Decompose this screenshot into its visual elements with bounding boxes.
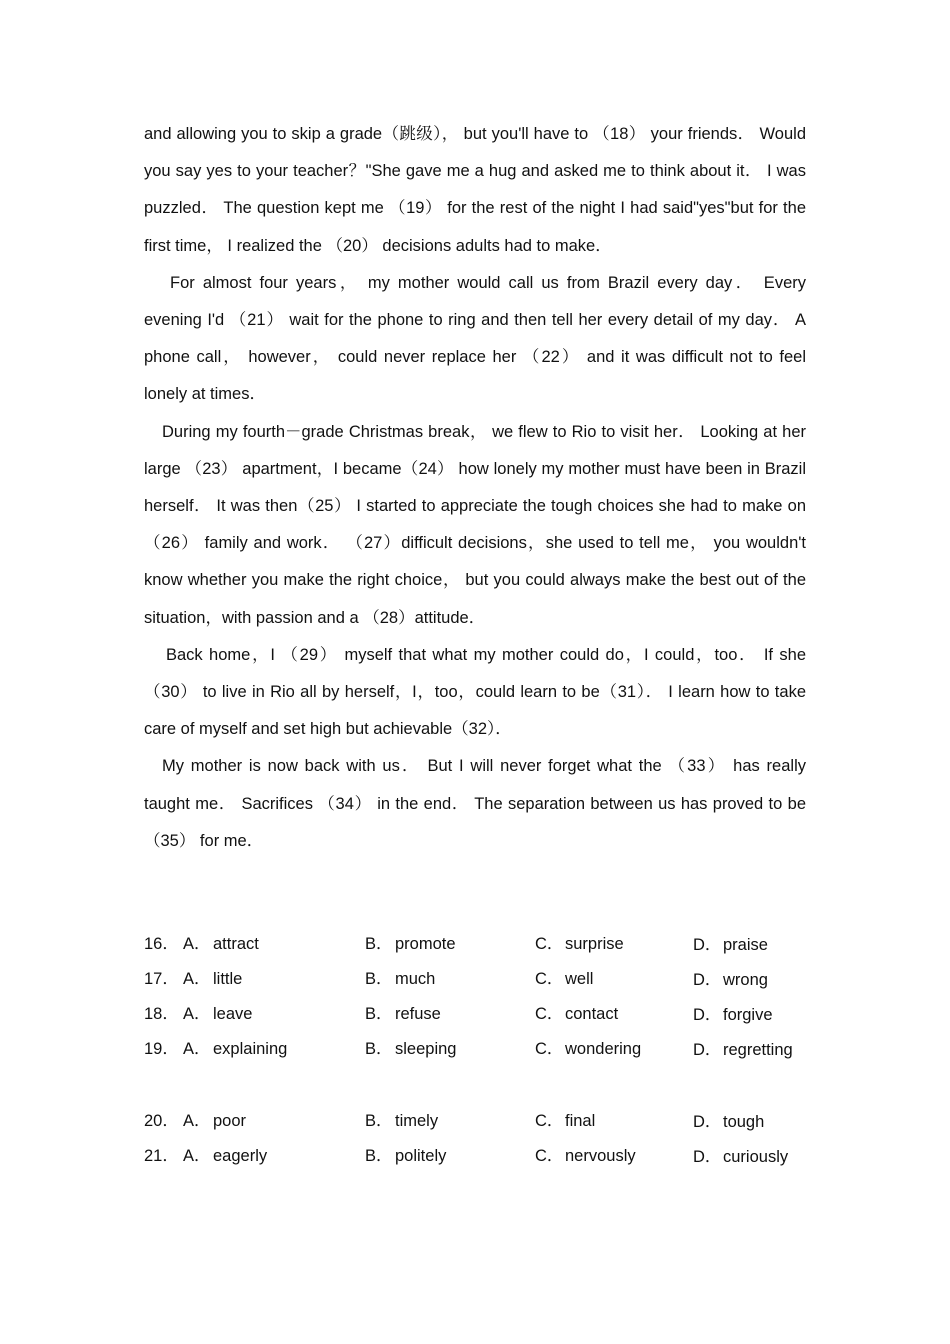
option-text: regretting	[723, 1041, 793, 1059]
paragraph-1: and allowing you to skip a grade（跳级）， but you'll have to （18） your friends． Would you say yes to your teacher？"She gave me a hug and asked me to think about it． I was puzzled． The question kept me （19） for the rest of the night I had said"yes"but for the first time， I realized the （20） decisions adults had to make．	[144, 125, 806, 255]
option-d[interactable]	[693, 927, 793, 964]
option-label: B．	[365, 970, 393, 988]
option-b[interactable]	[365, 997, 441, 1032]
option-text: well	[565, 970, 594, 988]
question-number: 18．	[144, 1005, 179, 1023]
option-c[interactable]	[535, 962, 593, 997]
question-number: 17．	[144, 970, 179, 988]
option-label: B．	[365, 1147, 393, 1165]
question-number: 21．	[144, 1147, 179, 1165]
option-label: D．	[693, 1006, 722, 1024]
option-a[interactable]	[183, 1032, 287, 1067]
option-text: forgive	[723, 1006, 773, 1024]
option-text: little	[213, 970, 243, 988]
option-text: eagerly	[213, 1147, 268, 1165]
option-label: A．	[183, 1040, 211, 1058]
question-row	[144, 1139, 806, 1211]
question-options	[144, 927, 806, 1211]
option-label: D．	[693, 1113, 722, 1131]
question-row	[144, 1032, 806, 1104]
option-a[interactable]	[183, 962, 242, 997]
option-label: D．	[693, 1041, 722, 1059]
option-label: D．	[693, 1148, 722, 1166]
paragraph-5	[144, 748, 806, 860]
paragraph-2-text: For almost four years， my mother would call us from Brazil every day． Every evening I'd （21） wait for the phone to ring and then tell her every detail of my day． A phone call， however， could never replace her （22） and it was difficult not to feel lonely at times．	[144, 273, 806, 404]
option-d[interactable]	[693, 1139, 793, 1176]
question-row	[144, 962, 806, 997]
option-text: refuse	[395, 1005, 441, 1023]
question-row	[144, 1104, 806, 1139]
paragraph-5-text: My mother is now back with us． But I will never forget what the （33） has really taught me． Sacrifices （34） in the end． The separation between us has proved to be（35） for me．	[144, 757, 806, 850]
option-text: leave	[213, 1005, 253, 1023]
option-label: A．	[183, 1147, 211, 1165]
option-text: timely	[395, 1112, 439, 1130]
option-a[interactable]	[183, 1104, 246, 1139]
option-c[interactable]	[535, 1139, 636, 1174]
question-number: 19．	[144, 1040, 179, 1058]
paragraph-4	[144, 637, 806, 749]
option-label: D．	[693, 971, 722, 989]
option-text: contact	[565, 1005, 619, 1023]
paragraph-2	[144, 265, 806, 414]
option-b[interactable]	[365, 1139, 446, 1174]
option-a[interactable]	[183, 927, 259, 962]
paragraph-3	[144, 414, 806, 637]
option-label: C．	[535, 1112, 564, 1130]
option-text: poor	[213, 1112, 247, 1130]
option-label: D．	[693, 936, 722, 954]
question-number: 20．	[144, 1112, 179, 1130]
paragraph-3-text: During my fourth－grade Christmas break， we flew to Rio to visit her． Looking at her large （23） apartment，I became（24） how lonely my mother must have been in Brazil herself． It was then（25） I started to appreciate the tough choices she had to make on （26） family and work． （27）difficult decisions，she used to tell me， you wouldn't know whether you make the right choice， but you could always make the best out of the situation，with passion and a （28）attitude．	[144, 422, 806, 627]
option-text: wondering	[565, 1040, 642, 1058]
option-label: A．	[183, 935, 211, 953]
option-text: nervously	[565, 1147, 636, 1165]
option-label: B．	[365, 1005, 393, 1023]
option-label: C．	[535, 1147, 564, 1165]
option-text: promote	[395, 935, 456, 953]
question-row	[144, 927, 806, 962]
option-label: C．	[535, 970, 564, 988]
option-label: A．	[183, 1112, 211, 1130]
option-b[interactable]	[365, 962, 435, 997]
passage	[144, 116, 806, 860]
option-text: much	[395, 970, 436, 988]
question-number: 16．	[144, 935, 179, 953]
option-c[interactable]	[535, 997, 618, 1032]
option-label: C．	[535, 935, 564, 953]
option-d[interactable]	[693, 962, 793, 999]
option-label: B．	[365, 1040, 393, 1058]
option-label: C．	[535, 1040, 564, 1058]
option-label: B．	[365, 1112, 393, 1130]
option-c[interactable]	[535, 1032, 641, 1067]
option-text: tough	[723, 1113, 765, 1131]
option-d[interactable]	[693, 1104, 793, 1141]
question-row	[144, 997, 806, 1032]
option-label: C．	[535, 1005, 564, 1023]
option-c[interactable]	[535, 1104, 595, 1139]
option-label: A．	[183, 1005, 211, 1023]
option-a[interactable]	[183, 1139, 267, 1174]
option-text: praise	[723, 936, 768, 954]
option-label: A．	[183, 970, 211, 988]
option-text: sleeping	[395, 1040, 457, 1058]
option-text: attract	[213, 935, 259, 953]
option-text: final	[565, 1112, 596, 1130]
option-d[interactable]	[693, 1032, 793, 1069]
option-text: politely	[395, 1147, 447, 1165]
option-b[interactable]	[365, 927, 456, 962]
option-label: B．	[365, 935, 393, 953]
option-c[interactable]	[535, 927, 624, 962]
paragraph-4-text: Back home，I （29） myself that what my mother could do，I could，too． If she （30） to live in Rio all by herself，I，too，could learn to be（31）． I learn how to take care of myself and set high but achievable（32）．	[144, 645, 806, 739]
option-b[interactable]	[365, 1032, 456, 1067]
option-text: curiously	[723, 1148, 789, 1166]
option-text: surprise	[565, 935, 624, 953]
option-text: explaining	[213, 1040, 288, 1058]
option-a[interactable]	[183, 997, 252, 1032]
option-b[interactable]	[365, 1104, 438, 1139]
option-d[interactable]	[693, 997, 793, 1034]
option-text: wrong	[723, 971, 768, 989]
